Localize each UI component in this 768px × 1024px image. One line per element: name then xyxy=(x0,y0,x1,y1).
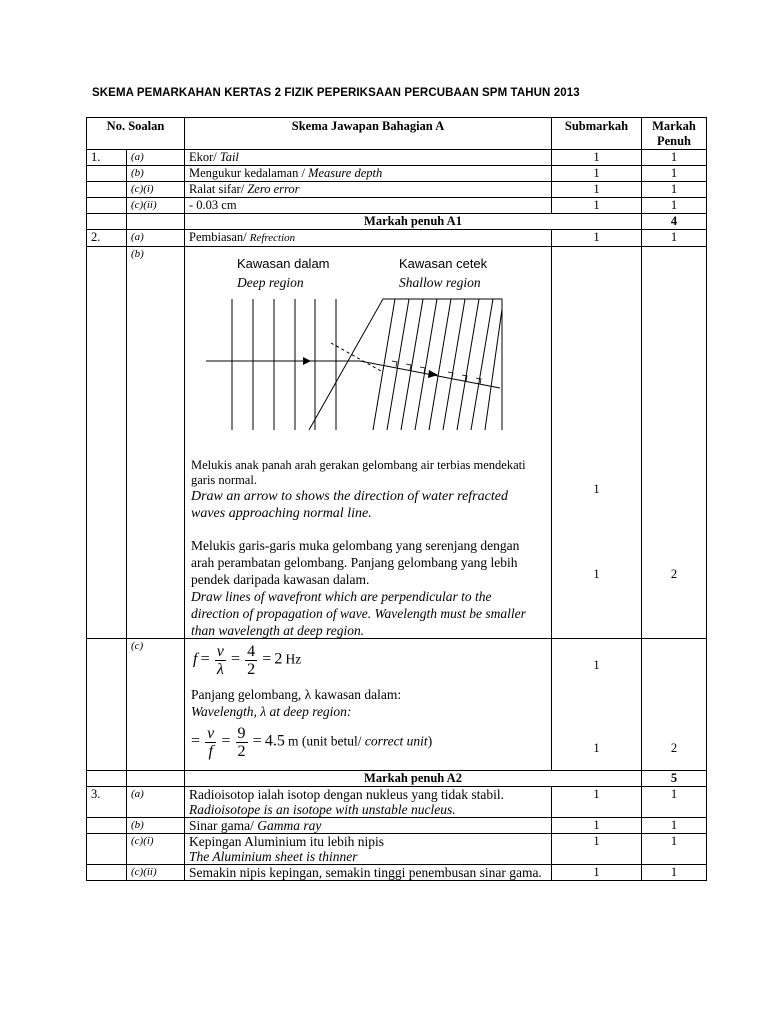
frequency-formula: f = $\frac{v}{\lambda}$ = $\frac{4}{2}$ = 2 Hz xyxy=(193,643,302,678)
fullmark: 1 xyxy=(642,834,707,865)
table-row xyxy=(87,150,707,166)
total-row xyxy=(87,771,707,787)
deep-region-label-en: Deep region xyxy=(237,275,304,290)
part-label: (a) xyxy=(127,787,185,818)
fullmark-cell xyxy=(642,247,707,639)
answer-point-1: Melukis anak panah arah gerakan gelombang air terbias mendekati garis normal. Draw an arrow to shows the direction of water refracted waves approaching normal line. xyxy=(191,458,526,521)
wavelength-formula: = $\frac{v}{f}$ = $\frac{9}{2}$ = 4.5 m (unit betul/ correct unit) xyxy=(191,725,433,760)
part-label: (a) xyxy=(127,230,185,247)
submark: 1 xyxy=(552,166,642,182)
answer-text: Pembiasan/ Refrection xyxy=(185,230,552,247)
answer-text: - 0.03 cm xyxy=(185,198,552,214)
fullmark: 1 xyxy=(642,166,707,182)
table-row xyxy=(87,182,707,198)
shallow-region-label-en: Shallow region xyxy=(399,275,481,290)
question-number: 3. xyxy=(87,787,127,818)
answer-diagram-cell xyxy=(185,247,552,639)
table-row xyxy=(87,198,707,214)
refraction-diagram xyxy=(185,247,552,457)
submark: 1 xyxy=(593,482,600,496)
total-label: Markah penuh A2 xyxy=(185,771,642,787)
table-row xyxy=(87,166,707,182)
header-skema: Skema Jawapan Bahagian A xyxy=(185,118,552,150)
table-row xyxy=(87,787,707,818)
table-row xyxy=(87,639,707,771)
fullmark-cell xyxy=(642,639,707,771)
submark: 1 xyxy=(593,741,600,755)
marking-scheme-table xyxy=(86,117,707,881)
submark: 1 xyxy=(552,787,642,818)
part-label: (c)(ii) xyxy=(127,865,185,881)
submark: 1 xyxy=(593,658,600,672)
fullmark: 1 xyxy=(642,818,707,834)
table-row xyxy=(87,230,707,247)
submark-cell xyxy=(552,247,642,639)
part-label: (b) xyxy=(127,166,185,182)
total-mark: 4 xyxy=(642,214,707,230)
fullmark: 1 xyxy=(642,865,707,881)
fullmark: 2 xyxy=(670,567,678,581)
total-label: Markah penuh A1 xyxy=(185,214,642,230)
header-row xyxy=(87,118,707,150)
total-row xyxy=(87,214,707,230)
document-title: SKEMA PEMARKAHAN KERTAS 2 FIZIK PEPERIKSAAN PERCUBAAN SPM TAHUN 2013 xyxy=(92,87,580,99)
submark: 1 xyxy=(552,818,642,834)
fullmark: 1 xyxy=(642,230,707,247)
answer-point-2: Melukis garis-garis muka gelombang yang serenjang dengan arah perambatan gelombang. Panjang gelombang yang lebih pendek daripada kawasan dalam. Draw lines of wavefront which are perpendicular to the direction of propagation of wave. Wavelength must be smaller than wavelength at deep region. xyxy=(191,538,526,638)
part-label: (c)(i) xyxy=(127,834,185,865)
table-row xyxy=(87,247,707,639)
part-label: (b) xyxy=(127,818,185,834)
question-number: 2. xyxy=(87,230,127,247)
question-number: 1. xyxy=(87,150,127,166)
part-label: (c) xyxy=(127,639,185,771)
submark: 1 xyxy=(552,198,642,214)
part-label: (a) xyxy=(127,150,185,166)
answer-text: Kepingan Aluminium itu lebih nipis The Aluminium sheet is thinner xyxy=(185,834,552,865)
answer-text: Ekor/ Tail xyxy=(185,150,552,166)
shallow-wavefronts xyxy=(373,299,502,430)
part-label: (b) xyxy=(127,247,185,639)
submark: 1 xyxy=(552,865,642,881)
answer-text: Ralat sifar/ Zero error xyxy=(185,182,552,198)
shallow-region-label: Kawasan cetek xyxy=(399,256,488,271)
refracted-arrow-icon xyxy=(428,370,438,378)
table-row xyxy=(87,865,707,881)
answer-text: Semakin nipis kepingan, semakin tinggi penembusan sinar gama. xyxy=(185,865,552,881)
header-submarkah: Submarkah xyxy=(552,118,642,150)
answer-formula-cell xyxy=(185,639,552,771)
answer-text: Mengukur kedalaman / Measure depth xyxy=(185,166,552,182)
submark: 1 xyxy=(552,834,642,865)
answer-text: Sinar gama/ Gamma ray xyxy=(185,818,552,834)
answer-text: Radioisotop ialah isotop dengan nukleus yang tidak stabil. Radioisotope is an isotope with unstable nucleus. xyxy=(185,787,552,818)
header-markah-penuh: Markah Penuh xyxy=(642,118,707,150)
wavelength-text: Panjang gelombang, λ kawasan dalam: Wavelength, λ at deep region: xyxy=(191,687,402,719)
submark: 1 xyxy=(552,150,642,166)
part-label: (c)(ii) xyxy=(127,198,185,214)
part-label: (c)(i) xyxy=(127,182,185,198)
fullmark: 2 xyxy=(670,741,678,755)
fullmark: 1 xyxy=(642,198,707,214)
fullmark: 1 xyxy=(642,150,707,166)
submark: 1 xyxy=(552,182,642,198)
table-row xyxy=(87,834,707,865)
submark: 1 xyxy=(593,567,600,581)
fullmark: 1 xyxy=(642,182,707,198)
table-row xyxy=(87,818,707,834)
total-mark: 5 xyxy=(642,771,707,787)
incident-arrow-icon xyxy=(303,357,311,365)
header-no: No. Soalan xyxy=(87,118,185,150)
deep-region-label: Kawasan dalam xyxy=(237,256,330,271)
submark-cell xyxy=(552,639,642,771)
fullmark: 1 xyxy=(642,787,707,818)
submark: 1 xyxy=(552,230,642,247)
